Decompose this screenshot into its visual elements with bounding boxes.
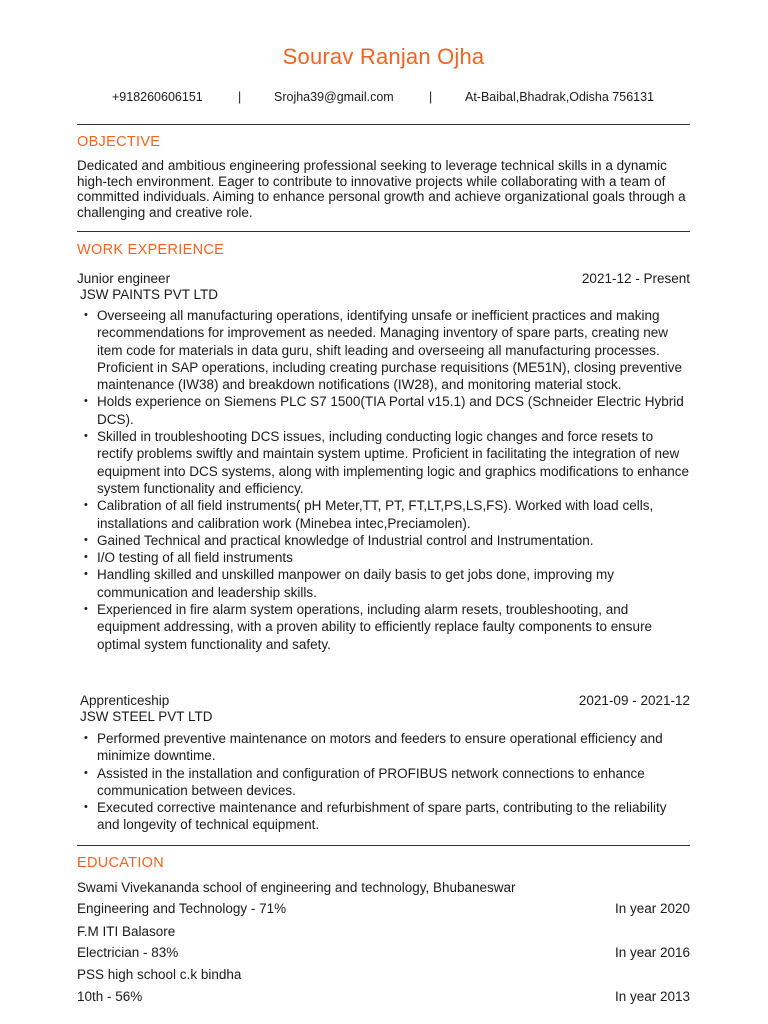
contact-separator: | <box>238 90 242 104</box>
divider <box>77 124 690 125</box>
job-company <box>80 709 693 725</box>
list-item: • Skilled in troubleshooting DCS issues, including conducting logic changes and force resets to rectify problems swiftly and maintain system uptime. Proficient in facilitating the integration of new equipment into DCS systems, along with implementing logic and graphics modifications to enhance system functionality and efficiency. <box>77 428 690 497</box>
list-item: • Handling skilled and unskilled manpower on daily basis to get jobs done, improving my communication and leadership skills. <box>77 566 690 601</box>
education-school <box>77 924 690 940</box>
postal-address: At-Baibal,Bhadrak,Odisha 756131 <box>465 90 655 104</box>
divider <box>77 845 690 846</box>
job-dates: 2021-09 - 2021-12 <box>578 693 690 708</box>
job-bullets <box>77 730 690 834</box>
company-name: JSW PAINTS PVT LTD <box>80 287 219 302</box>
education-school <box>77 967 690 983</box>
degree-detail: Engineering and Technology - 71% <box>77 901 287 916</box>
degree-detail: 10th - 56% <box>77 989 143 1004</box>
school-name: PSS high school c.k bindha <box>77 967 242 982</box>
contact-separator: | <box>429 90 433 104</box>
school-name: Swami Vivekananda school of engineering and technology, Bhubaneswar <box>77 880 516 895</box>
job-company <box>80 287 693 303</box>
list-item: • Experienced in fire alarm system operations, including alarm resets, troubleshooting, and equipment addressing, with a proven ability to efficiently replace faulty components to ensure optimal system functionality and safety. <box>77 601 690 653</box>
job-dates: 2021-12 - Present <box>581 271 690 286</box>
candidate-name: Sourav Ranjan Ojha <box>282 44 485 69</box>
company-name: JSW STEEL PVT LTD <box>80 709 213 724</box>
education-year: In year 2020 <box>614 901 690 916</box>
job-header <box>77 271 690 287</box>
list-item: • Calibration of all field instruments( pH Meter,TT, PT, FT,LT,PS,LS,FS). Worked with load cells, installations and calibration work (Minebea intec,Preciamolen). <box>77 497 690 532</box>
list-item: • Overseeing all manufacturing operations, identifying unsafe or inefficient practices and making recommendations for improvement as needed. Managing inventory of spare parts, creating new item code for materials in data guru, shift leading and overseeing all manufacturing processes. Proficient in SAP operations, including creating purchase requisitions (ME51N), closing preventive maintenance (IW38) and breakdown notifications (IW28), and monitoring material stock. <box>77 307 690 393</box>
list-item: • Assisted in the installation and configuration of PROFIBUS network connections to enhance communication between devices. <box>77 765 690 800</box>
degree-detail: Electrician - 83% <box>77 945 179 960</box>
list-item: • Holds experience on Siemens PLC S7 1500(TIA Portal v15.1) and DCS (Schneider Electric Hybrid DCS). <box>77 393 690 428</box>
education-heading: EDUCATION <box>77 855 165 871</box>
job-role: Junior engineer <box>77 271 171 286</box>
email-address: Srojha39@gmail.com <box>274 90 394 104</box>
job-role: Apprenticeship <box>80 693 170 708</box>
work-experience-heading: WORK EXPERIENCE <box>77 242 225 258</box>
education-detail <box>77 989 690 1005</box>
objective-heading: OBJECTIVE <box>77 134 161 150</box>
job-bullets <box>77 307 690 653</box>
list-item: • Performed preventive maintenance on motors and feeders to ensure operational efficiency and minimize downtime. <box>77 730 690 765</box>
list-item: • Executed corrective maintenance and refurbishment of spare parts, contributing to the reliability and longevity of technical equipment. <box>77 799 690 834</box>
objective-text: Dedicated and ambitious engineering professional seeking to leverage technical skills in a dynamic high-tech environment. Eager to contribute to innovative projects while collaborating with a team of committed individuals. Aiming to enhance personal growth and achieve organizational goals through a challenging and creative role. <box>77 158 686 221</box>
school-name: F.M ITI Balasore <box>77 924 176 939</box>
list-item: • Gained Technical and practical knowledge of Industrial control and Instrumentation. <box>77 532 690 549</box>
contact-bar <box>77 90 690 106</box>
education-detail <box>77 945 690 961</box>
education-year: In year 2016 <box>614 945 690 960</box>
education-school <box>77 880 690 896</box>
list-item: • I/O testing of all field instruments <box>77 549 690 566</box>
divider <box>77 231 690 232</box>
education-year: In year 2013 <box>614 989 690 1004</box>
education-detail <box>77 901 690 917</box>
job-header <box>80 693 690 709</box>
phone-number: +918260606151 <box>112 90 203 104</box>
